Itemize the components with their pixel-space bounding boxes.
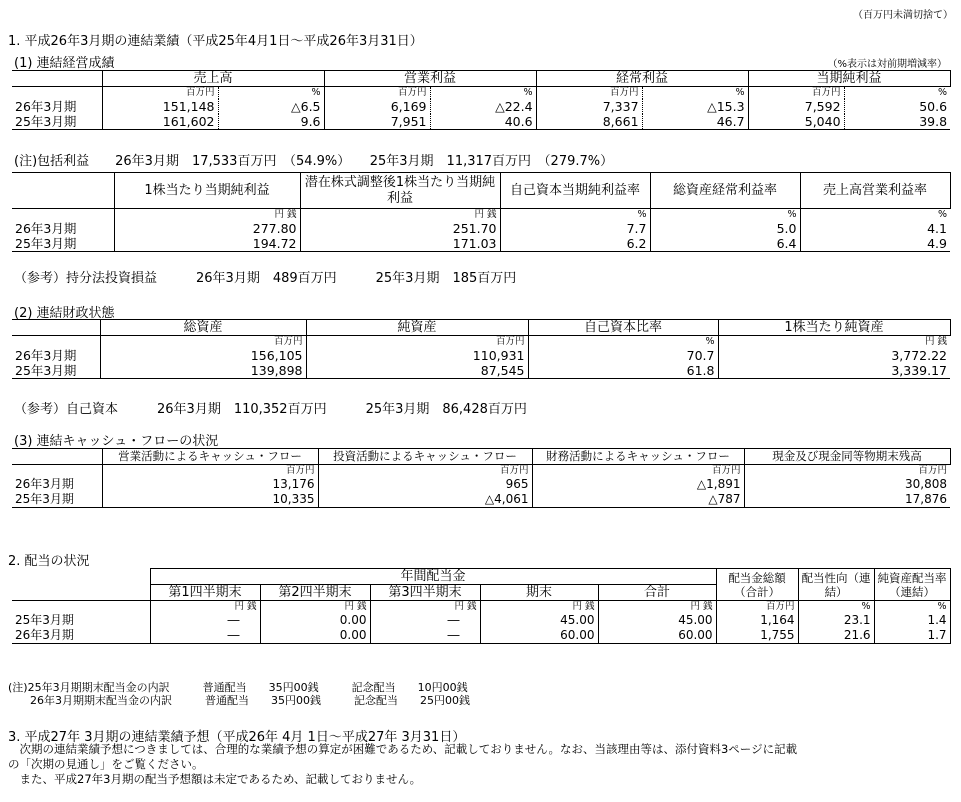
unit: %: [650, 209, 800, 222]
cell: ―: [370, 628, 480, 644]
cell: △1,891: [532, 477, 744, 492]
header-bps: 1株当たり純資産: [718, 320, 950, 336]
row-label: 26年3月期: [15, 99, 77, 114]
header-year-end: 期末: [480, 585, 598, 601]
unit: 百万円: [324, 87, 430, 100]
table-row: [12, 628, 950, 644]
unit: 百万円: [536, 87, 642, 100]
operating-results-title: (1) 連結経営成績: [14, 56, 115, 71]
cell: 1,164: [716, 613, 798, 628]
cell: 23.1: [798, 613, 874, 628]
table-row: [12, 613, 950, 628]
cell: △4,061: [318, 492, 532, 508]
cash-flow-table: [12, 448, 951, 508]
cell: ―: [150, 613, 260, 628]
cell: 60.00: [598, 628, 716, 644]
cell: 156,105: [100, 348, 306, 363]
header-sales: 売上高: [102, 71, 324, 87]
header-operating-margin: 売上高営業利益率: [800, 173, 950, 209]
unit: %: [430, 87, 536, 100]
header-payout-ratio: 配当性向（連結）: [798, 569, 874, 601]
cell: 965: [318, 477, 532, 492]
header-cash-balance: 現金及び現金同等物期末残高: [744, 449, 950, 465]
dividend-breakdown-note-2: 26年3月期期末配当金の内訳 普通配当 35円00銭 記念配当 25円00銭: [8, 694, 470, 707]
cell: 9.6: [218, 114, 324, 130]
header-equity-ratio: 自己資本比率: [528, 320, 718, 336]
unit: 百万円: [532, 465, 744, 478]
table-row: [12, 236, 950, 252]
unit: 百万円: [716, 601, 798, 614]
unit: 百万円: [100, 336, 306, 349]
header-net-income: 当期純利益: [748, 71, 950, 87]
table-row: [12, 492, 950, 508]
financial-position-table: [12, 319, 951, 379]
header-investing-cf: 投資活動によるキャッシュ・フロー: [318, 449, 532, 465]
row-label: 25年3月期: [15, 613, 74, 627]
cell: 17,876: [744, 492, 950, 508]
cell: 6.2: [500, 236, 650, 252]
header-roe: 自己資本当期純利益率: [500, 173, 650, 209]
section2-title: 2. 配当の状況: [8, 554, 90, 569]
table-row: [12, 348, 950, 363]
unit: %: [528, 336, 718, 349]
cell: 151,148: [102, 99, 218, 114]
header-operating-cf: 営業活動によるキャッシュ・フロー: [102, 449, 318, 465]
header-ordinary-income: 経常利益: [536, 71, 748, 87]
cell: 45.00: [598, 613, 716, 628]
cell: 7,592: [748, 99, 844, 114]
cell: 171.03: [300, 236, 500, 252]
equity-note: （参考）自己資本 26年3月期 110,352百万円 25年3月期 86,428百万円: [14, 402, 527, 417]
cell: 45.00: [480, 613, 598, 628]
header-total-assets: 総資産: [100, 320, 306, 336]
cell: 40.6: [430, 114, 536, 130]
header-total: 合計: [598, 585, 716, 601]
cell: 251.70: [300, 221, 500, 236]
cell: 3,339.17: [718, 363, 950, 379]
unit: 百万円: [102, 87, 218, 100]
cell: 21.6: [798, 628, 874, 644]
dividends-table: [12, 568, 951, 644]
cell: 7,951: [324, 114, 430, 130]
cell: 6,169: [324, 99, 430, 114]
header-dividend-total: 配当金総額（合計）: [716, 569, 798, 601]
unit: 円 銭: [598, 601, 716, 614]
unit: 円 銭: [114, 209, 300, 222]
header-q2: 第2四半期末: [260, 585, 370, 601]
forecast-paragraph-1: 次期の連結業績予想につきましては、合理的な業績予想の算定が困難であるため、記載しておりません。なお、当該理由等は、添付資料3ページに記載: [8, 742, 798, 756]
table-row: [12, 363, 950, 379]
cell: 5.0: [650, 221, 800, 236]
cell: 13,176: [102, 477, 318, 492]
cash-flow-title: (3) 連結キャッシュ・フローの状況: [14, 434, 219, 449]
cell: 1.7: [874, 628, 950, 644]
cell: 7.7: [500, 221, 650, 236]
row-label: 25年3月期: [12, 363, 100, 379]
unit: %: [844, 87, 950, 100]
cell: 87,545: [306, 363, 528, 379]
table-row: [12, 114, 950, 130]
unit: %: [874, 601, 950, 614]
cell: 46.7: [642, 114, 748, 130]
cell: 10,335: [102, 492, 318, 508]
unit: %: [800, 209, 950, 222]
equity-method-note: （参考）持分法投資損益 26年3月期 489百万円 25年3月期 185百万円: [14, 271, 517, 286]
cell: 70.7: [528, 348, 718, 363]
unit: 円 銭: [370, 601, 480, 614]
row-label: 25年3月期: [12, 114, 102, 130]
table-row: [12, 99, 950, 114]
row-label: 26年3月期: [15, 221, 77, 236]
cell: 61.8: [528, 363, 718, 379]
dividend-breakdown-note-1: (注)25年3月期期末配当金の内訳 普通配当 35円00銭 記念配当 10円00銭: [8, 681, 468, 694]
unit: 百万円: [102, 465, 318, 478]
cell: 60.00: [480, 628, 598, 644]
financial-position-title: (2) 連結財政状態: [14, 306, 115, 321]
unit: 円 銭: [150, 601, 260, 614]
cell: ―: [370, 613, 480, 628]
unit: 円 銭: [260, 601, 370, 614]
cell: 30,808: [744, 477, 950, 492]
cell: 110,931: [306, 348, 528, 363]
header-q3: 第3四半期末: [370, 585, 480, 601]
cell: △6.5: [218, 99, 324, 114]
unit-note: （百万円未満切捨て）: [853, 10, 953, 21]
unit: 百万円: [318, 465, 532, 478]
unit: %: [642, 87, 748, 100]
forecast-paragraph-3: また、平成27年3月期の配当予想額は未定であるため、記載しておりません。: [8, 772, 422, 786]
row-label: 26年3月期: [12, 628, 150, 644]
cell: △15.3: [642, 99, 748, 114]
header-eps: 1株当たり当期純利益: [114, 173, 300, 209]
cell: 0.00: [260, 613, 370, 628]
header-roa: 総資産経常利益率: [650, 173, 800, 209]
per-share-table: [12, 172, 951, 252]
operating-results-table: [12, 70, 951, 130]
cell: 277.80: [114, 221, 300, 236]
unit: 百万円: [306, 336, 528, 349]
unit: %: [500, 209, 650, 222]
header-financing-cf: 財務活動によるキャッシュ・フロー: [532, 449, 744, 465]
header-q1: 第1四半期末: [150, 585, 260, 601]
unit: 円 銭: [480, 601, 598, 614]
section3-title: 3. 平成27年 3月期の連結業績予想（平成26年 4月 1日～平成27年 3月31日）: [8, 730, 466, 745]
cell: △22.4: [430, 99, 536, 114]
unit: 円 銭: [718, 336, 950, 349]
cell: 4.1: [800, 221, 950, 236]
unit: %: [798, 601, 874, 614]
unit: 円 銭: [300, 209, 500, 222]
row-label: 26年3月期: [15, 477, 74, 491]
cell: 0.00: [260, 628, 370, 644]
cell: 39.8: [844, 114, 950, 130]
cell: 8,661: [536, 114, 642, 130]
cell: 3,772.22: [718, 348, 950, 363]
unit: 百万円: [744, 465, 950, 478]
cell: ―: [150, 628, 260, 644]
header-dividend-on-net-assets: 純資産配当率（連結）: [874, 569, 950, 601]
cell: 139,898: [100, 363, 306, 379]
cell: △787: [532, 492, 744, 508]
comprehensive-income-note: (注)包括利益 26年3月期 17,533百万円 （54.9%） 25年3月期 11,317百万円 （279.7%）: [14, 154, 614, 169]
table-row: [12, 477, 950, 492]
cell: 194.72: [114, 236, 300, 252]
unit: 百万円: [748, 87, 844, 100]
unit: %: [218, 87, 324, 100]
row-label: 26年3月期: [15, 348, 77, 363]
section1-title: 1. 平成26年3月期の連結業績（平成25年4月1日～平成26年3月31日）: [8, 34, 423, 49]
cell: 4.9: [800, 236, 950, 252]
cell: 161,602: [102, 114, 218, 130]
cell: 7,337: [536, 99, 642, 114]
forecast-paragraph-2: の「次期の見通し」をご覧ください。: [8, 757, 204, 771]
change-rate-note: （%表示は対前期増減率）: [827, 59, 947, 70]
cell: 5,040: [748, 114, 844, 130]
table-row: [12, 221, 950, 236]
row-label: 25年3月期: [12, 236, 114, 252]
row-label: 25年3月期: [12, 492, 102, 508]
header-diluted-eps: 潜在株式調整後1株当たり当期純利益: [300, 173, 500, 209]
header-annual-dividend: 年間配当金: [150, 569, 716, 585]
cell: 6.4: [650, 236, 800, 252]
cell: 50.6: [844, 99, 950, 114]
header-operating-income: 営業利益: [324, 71, 536, 87]
header-net-assets: 純資産: [306, 320, 528, 336]
cell: 1.4: [874, 613, 950, 628]
cell: 1,755: [716, 628, 798, 644]
